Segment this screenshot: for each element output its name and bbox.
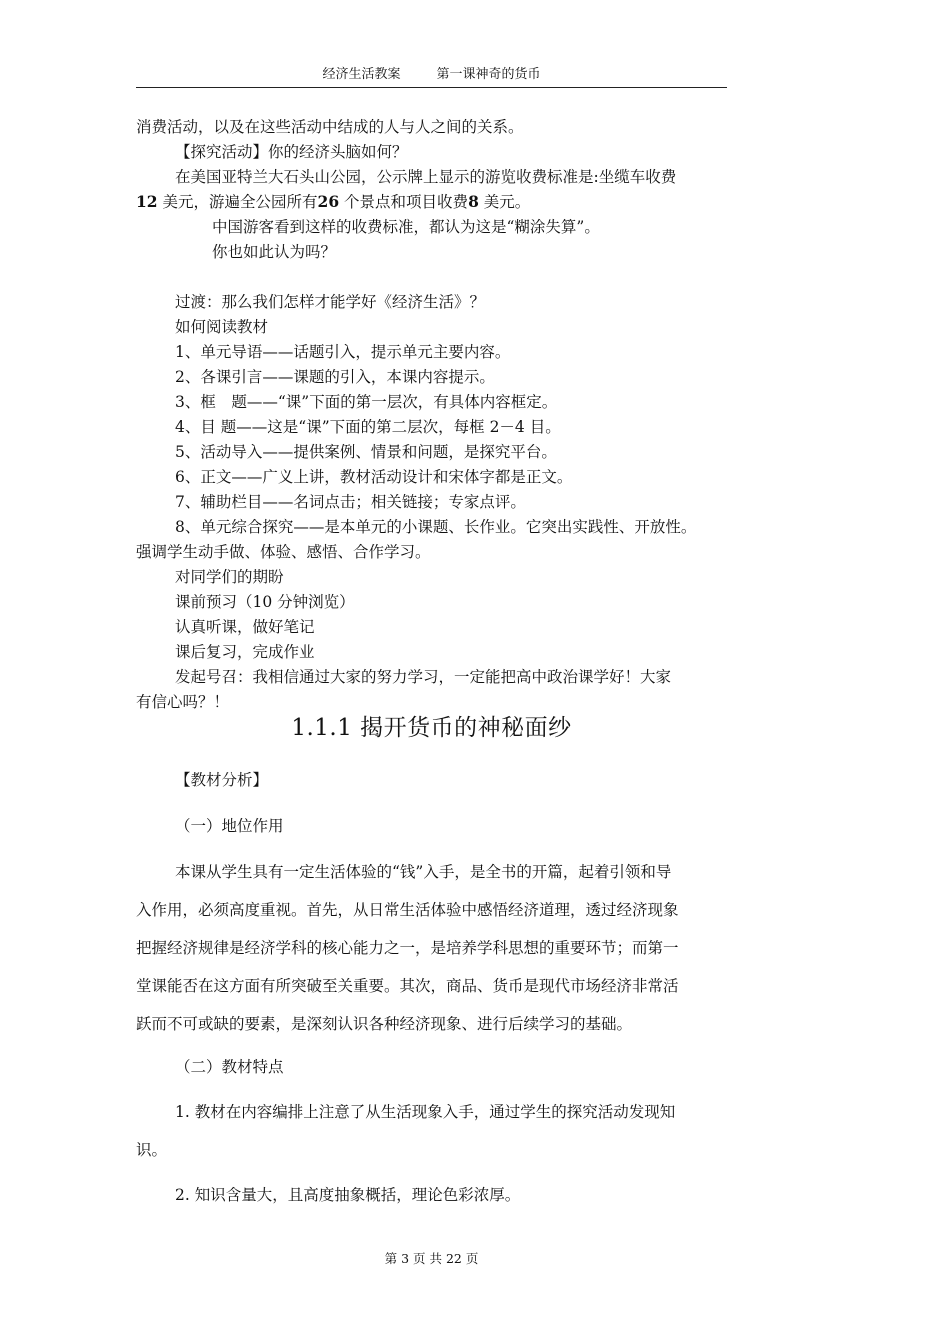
- header-lesson-title: 第一课神奇的货币: [436, 67, 541, 82]
- text-line: 课前预习（10 分钟浏览）: [175, 593, 355, 611]
- text-line: 中国游客看到这样的收费标准，都认为这是“糊涂失算”。: [212, 218, 600, 236]
- paragraph-line: 堂课能否在这方面有所突破至关重要。其次，商品、货币是现代市场经济非常活: [136, 977, 679, 995]
- text-line: 你也如此认为吗？: [212, 243, 337, 261]
- text-line: 【探究活动】你的经济头脑如何？: [175, 143, 408, 161]
- section-title: 1.1.1 揭开货币的神秘面纱: [291, 715, 572, 741]
- paragraph-line: 入作用，必须高度重视。首先，从日常生活体验中感悟经济道理，透过经济现象: [136, 901, 679, 919]
- analysis-heading: 【教材分析】: [175, 771, 269, 789]
- text-line: 过渡：那么我们怎样才能学好《经济生活》？: [175, 293, 486, 311]
- text-line: 对同学们的期盼: [175, 568, 284, 586]
- list-item: 1、单元导语——话题引入，提示单元主要内容。: [175, 343, 511, 361]
- text-line: 如何阅读教材: [175, 318, 269, 336]
- text-line: 课后复习，完成作业: [175, 643, 315, 661]
- text-line: 在美国亚特兰大石头山公园，公示牌上显示的游览收费标准是:坐缆车收费: [175, 168, 677, 186]
- subheading-features: （二）教材特点: [175, 1058, 284, 1076]
- list-item: 5、活动导入——提供案例、情景和问题，是探究平台。: [175, 443, 557, 461]
- text-line: 发起号召：我相信通过大家的努力学习，一定能把高中政治课学好！大家: [175, 668, 672, 686]
- paragraph-line: 跃而不可或缺的要素，是深刻认识各种经济现象、进行后续学习的基础。: [136, 1015, 633, 1033]
- list-item: 6、正文——广义上讲，教材活动设计和宋体字都是正文。: [175, 468, 573, 486]
- header-rule: [136, 87, 727, 88]
- list-item: 4、目 题——这是“课”下面的第二层次，每框 2－4 目。: [175, 418, 561, 436]
- text-line: 消费活动，以及在这些活动中结成的人与人之间的关系。: [136, 118, 524, 136]
- page-number: 第 3 页 共 22 页: [384, 1251, 479, 1266]
- text-line: 有信心吗？！: [136, 693, 230, 711]
- paragraph-line: 2. 知识含量大，且高度抽象概括，理论色彩浓厚。: [175, 1186, 521, 1204]
- paragraph-line: 本课从学生具有一定生活体验的“钱”入手，是全书的开篇，起着引领和导: [175, 863, 672, 881]
- list-item: 3、框 题——“课”下面的第一层次，有具体内容框定。: [175, 393, 558, 411]
- paragraph-line: 把握经济规律是经济学科的核心能力之一，是培养学科思想的重要环节；而第一: [136, 939, 679, 957]
- header-doc-title: 经济生活教案: [322, 67, 401, 82]
- subheading-role: （一）地位作用: [175, 817, 284, 835]
- list-item: 7、辅助栏目——名词点击；相关链接；专家点评。: [175, 493, 526, 511]
- text-line: 认真听课，做好笔记: [175, 618, 315, 636]
- text-line: 强调学生动手做、体验、感悟、合作学习。: [136, 543, 431, 561]
- paragraph-line: 1. 教材在内容编排上注意了从生活现象入手，通过学生的探究活动发现知: [175, 1103, 676, 1121]
- page-header: [136, 66, 727, 84]
- list-item: 8、单元综合探究——是本单元的小课题、长作业。它突出实践性、开放性。: [175, 518, 697, 536]
- paragraph-line: 识。: [136, 1141, 168, 1159]
- list-item: 2、各课引言——课题的引入，本课内容提示。: [175, 368, 495, 386]
- text-line: 12 美元，游遍全公园所有26 个景点和项目收费8 美元。: [136, 192, 531, 211]
